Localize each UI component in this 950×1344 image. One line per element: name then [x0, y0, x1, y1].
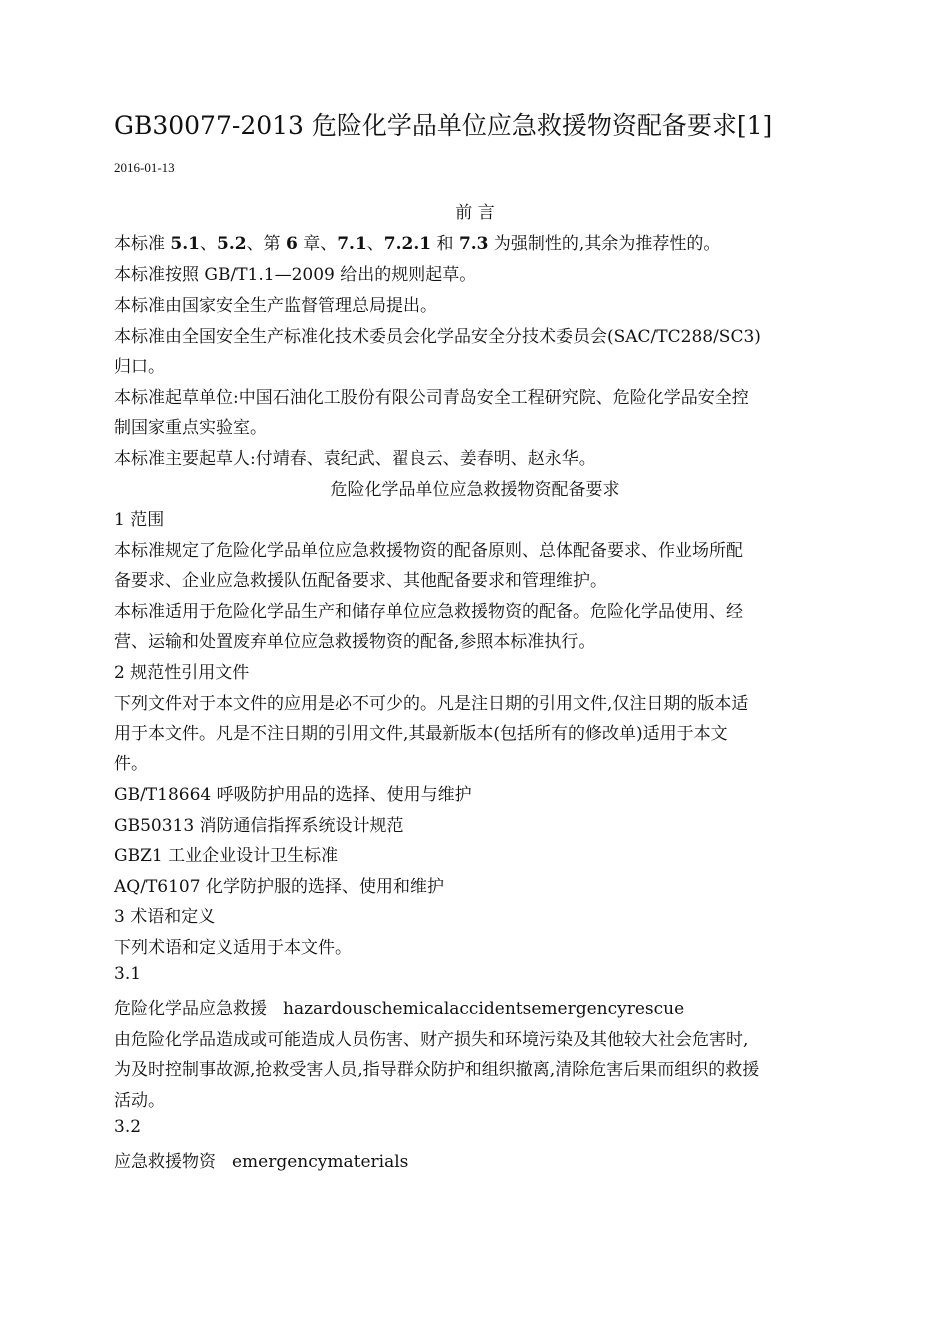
publish-date: 2016-01-13 [114, 160, 175, 175]
paragraph-line: 件。 [114, 754, 148, 774]
preface-line-drafting-unit: 本标准起草单位:中国石油化工股份有限公司青岛安全工程研究院、危险化学品安全控 [114, 388, 749, 408]
reference-item: AQ/T6107 化学防护服的选择、使用和维护 [114, 877, 444, 897]
section-heading: 3 术语和定义 [114, 907, 216, 927]
section-heading: 1 范围 [114, 510, 165, 530]
paragraph-line: 营、运输和处置废弃单位应急救援物资的配备,参照本标准执行。 [114, 632, 596, 652]
paragraph-line: 备要求、企业应急救援队伍配备要求、其他配备要求和管理维护。 [114, 571, 607, 591]
reference-item: GB50313 消防通信指挥系统设计规范 [114, 816, 404, 836]
definition-line: 活动。 [114, 1091, 165, 1111]
term-number: 3.1 [114, 964, 142, 984]
reference-item: GB/T18664 呼吸防护用品的选择、使用与维护 [114, 785, 472, 805]
standard-title: 危险化学品单位应急救援物资配备要求 [330, 480, 620, 500]
document-title: GB30077-2013 危险化学品单位应急救援物资配备要求[1] [114, 111, 773, 140]
preface-line-proposer: 本标准由国家安全生产监督管理总局提出。 [114, 296, 437, 316]
term-entry [114, 994, 839, 1019]
section-heading: 2 规范性引用文件 [114, 663, 250, 683]
preface-line-drafting-unit-cont: 制国家重点实验室。 [114, 418, 267, 438]
term-chinese: 危险化学品应急救援 [114, 999, 267, 1019]
paragraph-line: 下列文件对于本文件的应用是必不可少的。凡是注日期的引用文件,仅注日期的版本适 [114, 694, 749, 714]
paragraph-line: 本标准规定了危险化学品单位应急救援物资的配备原则、总体配备要求、作业场所配 [114, 541, 743, 561]
paragraph-line: 下列术语和定义适用于本文件。 [114, 938, 352, 958]
paragraph-line: 用于本文件。凡是不注日期的引用文件,其最新版本(包括所有的修改单)适用于本文 [114, 724, 728, 744]
preface-line-mandatory: 本标准 5.1、5.2、第 6 章、7.1、7.2.1 和 7.3 为强制性的,其余为推荐性的。 [114, 234, 721, 254]
term-english: hazardouschemicalaccidentsemergencyrescue [283, 999, 685, 1019]
term-chinese: 应急救援物资 [114, 1152, 216, 1172]
preface-line-committee-cont: 归口。 [114, 357, 165, 377]
paragraph-line: 本标准适用于危险化学品生产和储存单位应急救援物资的配备。危险化学品使用、经 [114, 602, 743, 622]
preface-heading: 前 言 [455, 203, 495, 223]
preface-line-drafters: 本标准主要起草人:付靖春、袁纪武、翟良云、姜春明、赵永华。 [114, 449, 596, 469]
term-english: emergencymaterials [232, 1152, 409, 1172]
preface-line-committee: 本标准由全国安全生产标准化技术委员会化学品安全分技术委员会(SAC/TC288/SC3) [114, 327, 761, 347]
term-number: 3.2 [114, 1117, 142, 1137]
definition-line: 由危险化学品造成或可能造成人员伤害、财产损失和环境污染及其他较大社会危害时, [114, 1030, 749, 1050]
reference-item: GBZ1 工业企业设计卫生标准 [114, 846, 339, 866]
preface-line-drafting-rules: 本标准按照 GB/T1.1—2009 给出的规则起草。 [114, 265, 477, 285]
term-entry [114, 1147, 839, 1172]
definition-line: 为及时控制事故源,抢救受害人员,指导群众防护和组织撤离,清除危害后果而组织的救援 [114, 1060, 760, 1080]
